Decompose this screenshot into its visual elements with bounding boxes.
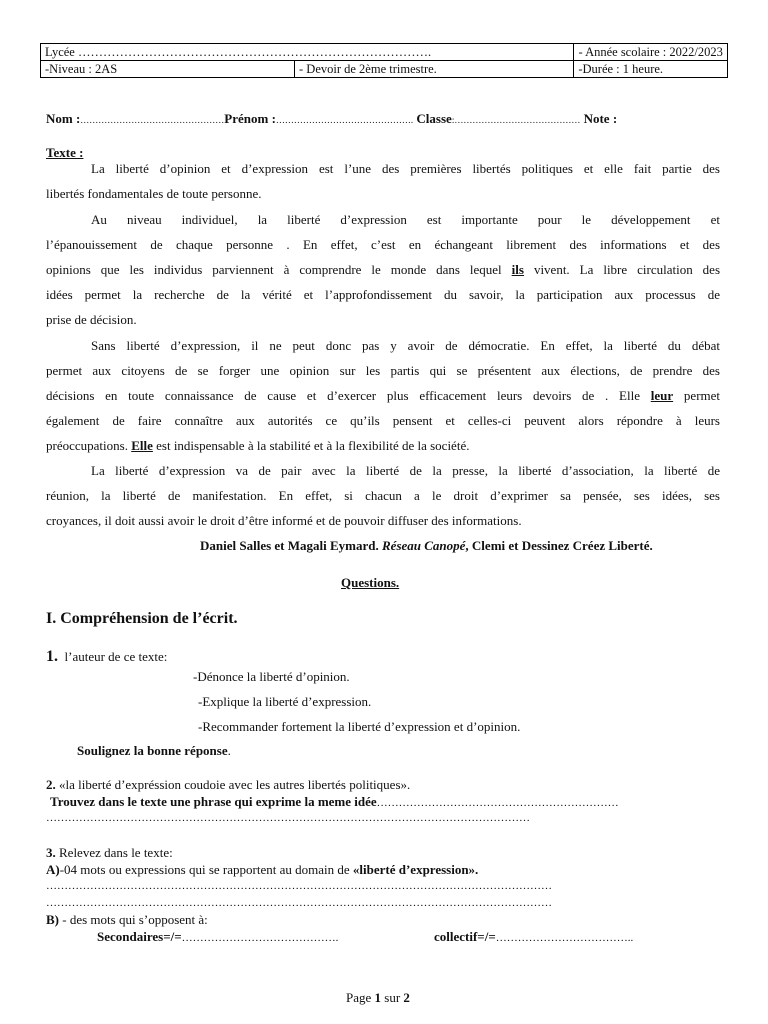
devoir-cell: - Devoir de 2ème trimestre. <box>295 61 574 78</box>
q3b-secondaires <box>97 929 338 945</box>
q3a-line <box>46 862 478 878</box>
source-publisher: Réseau Canopé <box>382 538 466 553</box>
q1-text: l’auteur de ce texte: <box>64 649 168 664</box>
q2-dots2: …………………………………………………………………………………………………………………… <box>46 812 530 824</box>
q3b-collectif <box>434 929 633 945</box>
q3-line <box>46 845 173 861</box>
p3-line3 <box>46 388 720 404</box>
q1-instruction-end: . <box>227 743 231 758</box>
p4-line3: croyances, il doit aussi avoir le droit d’être informé et de pouvoir diffuser des informations. <box>46 513 522 528</box>
p3-line5-b: est indispensable à la stabilité et à la flexibilité de la société. <box>156 438 470 453</box>
word-leur: leur <box>650 388 674 403</box>
prenom-dots: ………………………………………. <box>275 115 414 125</box>
q1-number: 1. <box>46 648 58 665</box>
q2-text: «la liberté d’expréssion coudoie avec les autres libertés politiques». <box>59 777 411 792</box>
q3a-dots2: ………………………………………………………………………………………………………………………… <box>46 897 552 909</box>
p2-line5: prise de décision. <box>46 312 137 327</box>
identity-line <box>46 111 617 127</box>
lycee-cell: Lycée …………………………………………………………………………. <box>41 44 574 61</box>
word-ils: ils <box>511 262 524 277</box>
q3b-text: - des mots qui s’opposent à: <box>62 912 208 927</box>
p2-line3 <box>46 262 720 278</box>
page-number: 1 <box>374 990 382 1005</box>
annee-cell: - Année scolaire : 2022/2023 <box>574 44 728 61</box>
nom-dots: ………………………………………… <box>80 115 225 125</box>
q1-instruction-text: Soulignez la bonne réponse <box>77 743 228 758</box>
prenom-label: Prénom : <box>224 111 276 126</box>
q2-instruction-line <box>50 794 619 810</box>
page-label: Page <box>346 990 372 1005</box>
p1-line2: libertés fondamentales de toute personne. <box>46 186 262 201</box>
p3-line3-b: permet <box>683 388 721 403</box>
nom-label: Nom : <box>46 111 81 126</box>
source-line <box>200 538 653 554</box>
q3-text: Relevez dans le texte: <box>59 845 173 860</box>
q3b-sec-label: Secondaires=/= <box>97 929 182 944</box>
note-label: Note : <box>583 111 618 126</box>
q3a-dots1: ………………………………………………………………………………………………………………………… <box>46 880 552 892</box>
texte-heading: Texte : <box>46 145 84 160</box>
p3-line5-a: préoccupations. <box>46 438 128 453</box>
source-authors: Daniel Salles et Magali Eymard. <box>200 538 379 553</box>
header-table <box>40 43 728 78</box>
page-total: 2 <box>403 990 410 1005</box>
q1-line <box>46 648 167 666</box>
p2-line4: idées permet la recherche de la vérité et l’approfondissement du savoir, la participation aux processus de <box>46 287 720 302</box>
p2-line3-b: vivent. La libre circulation des <box>533 262 721 277</box>
p3-line4: également de faire connaître aux autorités ce qu’ils pensent et celles-ci peuvent alors répondre à leurs <box>46 413 720 428</box>
q2-dots1: ………………………………………………………… <box>376 797 619 809</box>
p3-line3-a: décisions en toute connaissance de cause et d’exercer plus efficacement leurs devoirs de . Elle <box>46 388 640 403</box>
section1-heading: I. Compréhension de l’écrit. <box>46 610 238 627</box>
q3b-col-label: collectif=/= <box>434 929 496 944</box>
q1-option1: -Dénonce la liberté d’opinion. <box>193 669 350 684</box>
q1-option3: -Recommander fortement la liberté d’expression et d’opinion. <box>198 719 521 734</box>
p1-line1: La liberté d’opinion et d’expression est l’une des premières libertés politiques et elle fait partie des <box>91 161 720 176</box>
p3-line1: Sans liberté d’expression, il ne peut donc pas y avoir de démocratie. En effet, la liberté du débat <box>91 338 720 353</box>
p4-line1: La liberté d’expression va de pair avec la liberté de la presse, la liberté d’association, la liberté de <box>91 463 720 478</box>
q3b-col-dots: ……………………………….. <box>495 932 634 944</box>
q3b-sec-dots: ……………………………………. <box>181 932 339 944</box>
questions-title: Questions. <box>341 575 400 590</box>
q3a-label: A) <box>46 862 60 877</box>
q1-option2: -Explique la liberté d’expression. <box>198 694 372 709</box>
q3a-bold: «liberté d’expression». <box>352 862 479 877</box>
q1-instruction <box>77 743 231 759</box>
p4-line2: réunion, la liberté de manifestation. En effet, si chacun a le droit d’exprimer sa pensée, ses idées, ses <box>46 488 720 503</box>
niveau-cell: -Niveau : 2AS <box>41 61 295 78</box>
q3b-label: B) <box>46 912 59 927</box>
word-elle: Elle <box>131 438 153 453</box>
classe-label: Classe <box>416 111 452 126</box>
p2-line3-a: opinions que les individus parviennent à comprendre le monde dans lequel <box>46 262 502 277</box>
q3a-text: -04 mots ou expressions qui se rapportent au domain de <box>59 862 350 877</box>
p3-line5 <box>46 438 469 454</box>
q2-instruction: Trouvez dans le texte une phrase qui exprime la meme idée <box>50 794 377 809</box>
q3-number: 3. <box>46 845 56 860</box>
q2-line <box>46 777 410 793</box>
duree-cell: -Durée : 1 heure. <box>574 61 728 78</box>
source-rest: , Clemi et Dessinez Créez Liberté. <box>465 538 653 553</box>
q3b-line <box>46 912 208 928</box>
page-footer <box>346 990 410 1006</box>
p3-line2: permet aux citoyens de se forger une opinion sur les partis qui se présentent aux élections, de prendre des <box>46 363 720 378</box>
q2-number: 2. <box>46 777 56 792</box>
p2-line2: l’épanouissement de chaque personne . En effet, c’est en échangeant librement des informations et des <box>46 237 720 252</box>
p2-line1: Au niveau individuel, la liberté d’expression est importante pour le développement et <box>91 212 720 227</box>
page-sur: sur <box>384 990 401 1005</box>
classe-dots: :…………………………………… <box>451 115 581 125</box>
